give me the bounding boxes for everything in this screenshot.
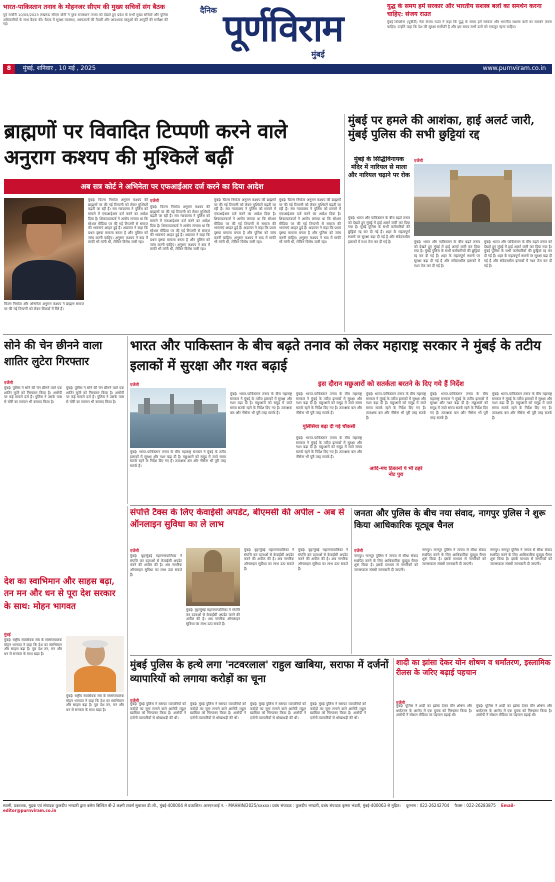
- main-story-body-col0: मुंबई। फिल्म निर्माता अनुराग कश्यप की ब्राह्मणों पर की गई टिप्पणी को लेकर मुश्किलें बढ़ती जा रही हैं। सत्र न्यायालय ने पुलिस को मामले में एफआईआर दर्ज करने का आदेश दिया है। शिकायतकर्ता ने आरोप लगाया था कि सोशल मीडिया पर की गई टिप्पणी से समाज की भावनाएं आहत हुई हैं। अदालत ने कहा कि प्रथम दृष्टया मामला बनता है और पुलिस को जांच करनी चाहिए। अनुराग कश्यप ने बाद में माफी भी मांगी थी, लेकिन विरोध जारी रहा।: [88, 198, 148, 245]
- natwarlal-body-col3: मुंबई। मुंबई पुलिस ने सराफा व्यापारियों को करोड़ों का चूना लगाने वाले आरोपी राहुल खाबिया को गिरफ्तार किया है। आरोपी ने दर्जनों व्यापारियों से धोखाधड़ी की थी।: [250, 702, 306, 721]
- main-story-byline: एजेंसी: [150, 198, 159, 203]
- gateway-photo: [414, 164, 552, 236]
- main-story-subhead: अब सत्र कोर्ट ने अभिनेता पर एफआईआर दर्ज करने का दिया आदेश: [4, 179, 340, 194]
- anurag-photo: [4, 198, 84, 300]
- coast-story-subhead: इस दौरान मछुआरों को सतर्कता बरतने के दिए गये हैं निर्देश: [318, 380, 464, 388]
- alert-body-col1: मुंबई। भारत और पाकिस्तान के बीच बढ़ते तनाव को देखते हुए मुंबई में हाई अलर्ट जारी कर दिया गया है। मुंबई पुलिस के सभी कर्मचारियों की छुट्टियां रद्द कर दी गई हैं। शहर के महत्वपूर्ण स्थानों पर सुरक्षा बढ़ा दी गई है और संवेदनशील इलाकों में गश्त तेज कर दी गई है।: [348, 216, 410, 244]
- nagpur-body-col2: नागपुर। नागपुर पुलिस ने जनता से सीधा संवाद स्थापित करने के लिए आधिकारिक यूट्यूब चैनल शुरू किया है। इसके माध्यम से नागरिकों को जागरूकता संबंधी जानकारी दी जाएगी।: [422, 548, 486, 567]
- footer-fax: फैक्स : 022-26283875: [454, 803, 496, 808]
- bhagwat-body-col1: मुंबई। राष्ट्रीय स्वयंसेवक संघ के सरसंघचालक मोहन भागवत ने कहा कि देश का स्वाभिमान और साहस बढ़ा है। पूरा देश तन, मन और धन से सरकार के साथ खड़ा है।: [4, 638, 62, 657]
- natwarlal-byline: एजेंसी: [130, 698, 139, 703]
- bmc-photo: [186, 548, 240, 606]
- tax-body-col2: मुंबई। बृहन्मुंबई महानगरपालिका ने संपत्ति कर दाताओं से केवाईसी अपडेट करने की अपील की है। अब नागरिक ऑनलाइन सुविधा का लाभ उठा सकते हैं।: [186, 608, 240, 627]
- main-story-body-col2: मुंबई। फिल्म निर्माता अनुराग कश्यप की ब्राह्मणों पर की गई टिप्पणी को लेकर मुश्किलें बढ़ती जा रही हैं। सत्र न्यायालय ने पुलिस को मामले में एफआईआर दर्ज करने का आदेश दिया है। शिकायतकर्ता ने आरोप लगाया था कि सोशल मीडिया पर की गई टिप्पणी से समाज की भावनाएं आहत हुई हैं। अदालत ने कहा कि प्रथम दृष्टया मामला बनता है और पुलिस को जांच करनी चाहिए। अनुराग कश्यप ने बाद में माफी भी मांगी थी, लेकिन विरोध जारी रहा।: [214, 198, 276, 245]
- bhagwat-byline: मुंबई: [4, 632, 11, 637]
- alert-body-col2: मुंबई। भारत और पाकिस्तान के बीच बढ़ते तनाव को देखते हुए मुंबई में हाई अलर्ट जारी कर दिया गया है। मुंबई पुलिस के सभी कर्मचारियों की छुट्टियां रद्द कर दी गई हैं। शहर के महत्वपूर्ण स्थानों पर सुरक्षा बढ़ा दी गई है और संवेदनशील इलाकों में गश्त तेज कर दी गई है।: [414, 240, 480, 268]
- coast-body-col3: मुंबई। भारत-पाकिस्तान तनाव के बीच महाराष्ट्र सरकार ने मुंबई के तटीय इलाकों में सुरक्षा और गश्त बढ़ा दी है। मछुआरों को समुद्र में जाते समय सतर्क रहने के निर्देश दिए गए हैं। तटरक्षक बल और नौसेना भी पूरी तरह सतर्क हैं।: [296, 392, 362, 415]
- shaadi-byline: एजेंसी: [396, 700, 405, 705]
- chain-body-col1: मुंबई। पुलिस ने सोने की चेन छीनने वाले एक शातिर लुटेरे को गिरफ्तार किया है। आरोपी पर कई मामले दर्ज हैं। पुलिस ने उसके पास से चोरी का सामान भी बरामद किया है।: [4, 386, 62, 405]
- footer-phone: दूरभाष : 022-26242704: [405, 803, 450, 808]
- masthead-left-box: [3, 3, 168, 55]
- alert-story-headline: मुंबई पर हमले की आशंका, हाई अलर्ट जारी, मुंबई पुलिस की सभी छुट्टियां रद्द: [348, 114, 535, 141]
- coast-callout-1: पुलिसिया बढ़ा दी गई चौकसी: [302, 424, 356, 430]
- coast-callout-2: आदि-मच ठिकानों पे भी ठहरे नोट पुरा: [369, 466, 423, 478]
- date-bar: [3, 64, 552, 74]
- coast-body-col2: मुंबई। भारत-पाकिस्तान तनाव के बीच महाराष्ट्र सरकार ने मुंबई के तटीय इलाकों में सुरक्षा और गश्त बढ़ा दी है। मछुआरों को समुद्र में जाते समय सतर्क रहने के निर्देश दिए गए हैं। तटरक्षक बल और नौसेना भी पूरी तरह सतर्क हैं।: [230, 392, 292, 415]
- issue-date: मुंबई, शनिवार , 10 मई , 2025: [22, 65, 96, 72]
- page-number: 8: [3, 64, 15, 74]
- natwarlal-body-col2: मुंबई। मुंबई पुलिस ने सराफा व्यापारियों को करोड़ों का चूना लगाने वाले आरोपी राहुल खाबिया को गिरफ्तार किया है। आरोपी ने दर्जनों व्यापारियों से धोखाधड़ी की थी।: [190, 702, 246, 721]
- tax-body-col3: मुंबई। बृहन्मुंबई महानगरपालिका ने संपत्ति कर दाताओं से केवाईसी अपडेट करने की अपील की है। अब नागरिक ऑनलाइन सुविधा का लाभ उठा सकते हैं।: [244, 548, 294, 571]
- chain-byline: एजेंसी: [4, 380, 13, 385]
- website-link[interactable]: www.purnviram.co.in: [482, 65, 546, 72]
- masthead-right-headline: युद्ध के समय हमें सरकार और भारतीय सशस्त्र बलों का समर्थन करना चाहिए: संजय राउत: [387, 3, 542, 18]
- bhagwat-photo: [66, 636, 124, 692]
- masthead-left-body: पूर्व राजौरी 10/05/2025 लखनऊ सीएम योगी ने पूरब राजस्थान तनाव को देखते हुए प्रदेश के सभी मुख्य सचिवों और पुलिस अधिकारियों के साथ बैठक की। बैठक में सुरक्षा व्यवस्था, अस्पतालों की तैयारी और आवश्यक वस्तुओं की आपूर्ति की समीक्षा की गई।: [3, 13, 168, 27]
- bhagwat-story-headline: देश का स्वाभिमान और साहस बढ़ा, तन मन और धन से पूरा देश सरकार के साथ: मोहन भागवत: [4, 577, 116, 612]
- alert-side-box: [348, 156, 410, 214]
- masthead-logo: [168, 0, 384, 60]
- natwarlal-story-headline: मुंबई पुलिस के हत्थे लगा 'नटवरलाल' राहुल खाबिया, सराफा में दर्जनों व्यापारियों को लगाया करोड़ों का चूना: [130, 659, 389, 685]
- footer-email[interactable]: Email-editor@purnviram.co.in: [3, 803, 516, 813]
- nagpur-body-col3: नागपुर। नागपुर पुलिस ने जनता से सीधा संवाद स्थापित करने के लिए आधिकारिक यूट्यूब चैनल शुरू किया है। इसके माध्यम से नागरिकों को जागरूकता संबंधी जानकारी दी जाएगी।: [490, 548, 552, 567]
- coast-byline: एजेंसी: [130, 382, 139, 387]
- alert-side-headline: मुंबई के सिद्धिविनायक मंदिर में नारियल से माला और नारियल चढ़ाने पर रोक: [348, 156, 410, 179]
- shaadi-story-headline: शादी का झांसा देकर योन शोषण व धर्मांतरण, इस्लामिक रीलस के जरिए बढ़ाई पहचान: [396, 658, 551, 678]
- chain-body-col2: मुंबई। पुलिस ने सोने की चेन छीनने वाले एक शातिर लुटेरे को गिरफ्तार किया है। आरोपी पर कई मामले दर्ज हैं। पुलिस ने उसके पास से चोरी का सामान भी बरामद किया है।: [66, 386, 124, 405]
- chain-story-headline: सोने की चेन छीनने वाला शातिर लुटेरा गिरफ्तार: [4, 339, 103, 368]
- masthead-right-body: मुंबई शिवसेना (यूबीटी) नेता संजय राउत ने कहा कि युद्ध के समय हमें सरकार और भारतीय सशस्त्र बलों का समर्थन करना चाहिए। उन्होंने कहा कि देश की सुरक्षा सर्वोपरि है और इस समय सभी दलों को एकजुट रहना चाहिए।: [387, 20, 552, 29]
- nagpur-byline: एजेंसी: [354, 548, 363, 553]
- natwarlal-body-col4: मुंबई। मुंबई पुलिस ने सराफा व्यापारियों को करोड़ों का चूना लगाने वाले आरोपी राहुल खाबिया को गिरफ्तार किया है। आरोपी ने दर्जनों व्यापारियों से धोखाधड़ी की थी।: [310, 702, 366, 721]
- anurag-photo-caption: फिल्म निर्माता और अभिनेता अनुराग कश्यप ने ब्राह्मण समाज पर की गई टिप्पणी को लेकर विवादों में घिरे हैं।: [4, 302, 84, 311]
- coast-body-col1: मुंबई। भारत-पाकिस्तान तनाव के बीच महाराष्ट्र सरकार ने मुंबई के तटीय इलाकों में सुरक्षा और गश्त बढ़ा दी है। मछुआरों को समुद्र में जाते समय सतर्क रहने के निर्देश दिए गए हैं। तटरक्षक बल और नौसेना भी पूरी तरह सतर्क हैं।: [130, 450, 226, 469]
- bhagwat-body-col2: मुंबई। राष्ट्रीय स्वयंसेवक संघ के सरसंघचालक मोहन भागवत ने कहा कि देश का स्वाभिमान और साहस बढ़ा है। पूरा देश तन, मन और धन से सरकार के साथ खड़ा है।: [66, 694, 124, 713]
- footer-imprint: स्वामी, प्रकाशक, मुद्रक एवं संपादक कुलदीप भण्डारी द्वारा बसेरा बिल्डिंग बी-2 लक्ष्मी टावर्स सुधाकर डी.जी., मुंबई-400004 से प्रकाशित। आरएनआई नं. - MAHHIN/2025/xxxxx। प्रबंध संपादक : कुलदीप भण्डारी, प्रबंध संपादक कृष्णा भंडारी, मुंबई-400063 से मुद्रित।: [3, 803, 401, 808]
- tax-story-headline: संपत्ति टैक्स के लिए केवाईसी अपडेट, बीएमसी की अपील - अब से ऑनलाइन सुविधा का ले लाभ: [130, 508, 345, 530]
- tax-body-col4: मुंबई। बृहन्मुंबई महानगरपालिका ने संपत्ति कर दाताओं से केवाईसी अपडेट करने की अपील की है। अब नागरिक ऑनलाइन सुविधा का लाभ उठा सकते हैं।: [298, 548, 348, 571]
- main-story-headline: ब्राह्मणों पर विवादित टिप्पणी करने वाले अनुराग कश्यप की मुश्किलें बढ़ीं: [4, 119, 288, 169]
- nagpur-body-col1: नागपुर। नागपुर पुलिस ने जनता से सीधा संवाद स्थापित करने के लिए आधिकारिक यूट्यूब चैनल शुरू किया है। इसके माध्यम से नागरिकों को जागरूकता संबंधी जानकारी दी जाएगी।: [354, 554, 418, 573]
- coast-body-col4: मुंबई। भारत-पाकिस्तान तनाव के बीच महाराष्ट्र सरकार ने मुंबई के तटीय इलाकों में सुरक्षा और गश्त बढ़ा दी है। मछुआरों को समुद्र में जाते समय सतर्क रहने के निर्देश दिए गए हैं। तटरक्षक बल और नौसेना भी पूरी तरह सतर्क हैं।: [366, 392, 426, 420]
- logo-big-text: पूर्णविराम: [223, 6, 343, 50]
- natwarlal-body-col1: मुंबई। मुंबई पुलिस ने सराफा व्यापारियों को करोड़ों का चूना लगाने वाले आरोपी राहुल खाबिया को गिरफ्तार किया है। आरोपी ने दर्जनों व्यापारियों से धोखाधड़ी की थी।: [130, 702, 186, 721]
- main-story-body-col1: मुंबई। फिल्म निर्माता अनुराग कश्यप की ब्राह्मणों पर की गई टिप्पणी को लेकर मुश्किलें बढ़ती जा रही हैं। सत्र न्यायालय ने पुलिस को मामले में एफआईआर दर्ज करने का आदेश दिया है। शिकायतकर्ता ने आरोप लगाया था कि सोशल मीडिया पर की गई टिप्पणी से समाज की भावनाएं आहत हुई हैं। अदालत ने कहा कि प्रथम दृष्टया मामला बनता है और पुलिस को जांच करनी चाहिए। अनुराग कश्यप ने बाद में माफी भी मांगी थी, लेकिन विरोध जारी रहा।: [150, 205, 210, 252]
- alert-body-col3: मुंबई। भारत और पाकिस्तान के बीच बढ़ते तनाव को देखते हुए मुंबई में हाई अलर्ट जारी कर दिया गया है। मुंबई पुलिस के सभी कर्मचारियों की छुट्टियां रद्द कर दी गई हैं। शहर के महत्वपूर्ण स्थानों पर सुरक्षा बढ़ा दी गई है और संवेदनशील इलाकों में गश्त तेज कर दी गई है।: [484, 240, 552, 268]
- footer-imprint-box: [3, 803, 552, 823]
- nagpur-story-headline: जनता और पुलिस के बीच नया संवाद, नागपुर पुलिस ने शुरू किया आधिकारिक यूट्यूब चैनल: [354, 509, 546, 531]
- tax-body-col1: मुंबई। बृहन्मुंबई महानगरपालिका ने संपत्ति कर दाताओं से केवाईसी अपडेट करने की अपील की है। अब नागरिक ऑनलाइन सुविधा का लाभ उठा सकते हैं।: [130, 554, 182, 577]
- coast-body-col5: मुंबई। भारत-पाकिस्तान तनाव के बीच महाराष्ट्र सरकार ने मुंबई के तटीय इलाकों में सुरक्षा और गश्त बढ़ा दी है। मछुआरों को समुद्र में जाते समय सतर्क रहने के निर्देश दिए गए हैं। तटरक्षक बल और नौसेना भी पूरी तरह सतर्क हैं।: [430, 392, 488, 420]
- coast-body-col6: मुंबई। भारत-पाकिस्तान तनाव के बीच महाराष्ट्र सरकार ने मुंबई के तटीय इलाकों में सुरक्षा और गश्त बढ़ा दी है। मछुआरों को समुद्र में जाते समय सतर्क रहने के निर्देश दिए गए हैं। तटरक्षक बल और नौसेना भी पूरी तरह सतर्क हैं।: [492, 392, 552, 420]
- shaadi-body-col2: मुंबई। पुलिस ने शादी का झांसा देकर यौन शोषण और धर्मांतरण के आरोप में एक युवक को गिरफ्तार किया है। आरोपी ने सोशल मीडिया पर पहचान बढ़ाई थी।: [476, 704, 552, 718]
- alert-byline: एजेंसी: [414, 158, 423, 163]
- logo-city: मुंबई: [311, 50, 325, 59]
- coast-photo: [130, 388, 226, 448]
- coast-body-col3b: मुंबई। भारत-पाकिस्तान तनाव के बीच महाराष्ट्र सरकार ने मुंबई के तटीय इलाकों में सुरक्षा और गश्त बढ़ा दी है। मछुआरों को समुद्र में जाते समय सतर्क रहने के निर्देश दिए गए हैं। तटरक्षक बल और नौसेना भी पूरी तरह सतर्क हैं।: [296, 436, 362, 459]
- shaadi-body-col1: मुंबई। पुलिस ने शादी का झांसा देकर यौन शोषण और धर्मांतरण के आरोप में एक युवक को गिरफ्तार किया है। आरोपी ने सोशल मीडिया पर पहचान बढ़ाई थी।: [396, 704, 472, 718]
- tax-byline: एजेंसी: [130, 548, 139, 553]
- main-story-body-col3: मुंबई। फिल्म निर्माता अनुराग कश्यप की ब्राह्मणों पर की गई टिप्पणी को लेकर मुश्किलें बढ़ती जा रही हैं। सत्र न्यायालय ने पुलिस को मामले में एफआईआर दर्ज करने का आदेश दिया है। शिकायतकर्ता ने आरोप लगाया था कि सोशल मीडिया पर की गई टिप्पणी से समाज की भावनाएं आहत हुई हैं। अदालत ने कहा कि प्रथम दृष्टया मामला बनता है और पुलिस को जांच करनी चाहिए। अनुराग कश्यप ने बाद में माफी भी मांगी थी, लेकिन विरोध जारी रहा।: [279, 198, 341, 245]
- masthead-right-box: [387, 3, 552, 55]
- logo-small-text: दैनिक: [200, 6, 217, 15]
- coast-story-headline: भारत और पाकिस्तान के बीच बढ़ते तनाव को लेकर महाराष्ट्र सरकार ने मुंबई के तटीय इलाकों में सुरक्षा और गश्त बढ़ाई: [130, 338, 541, 374]
- masthead-left-headline: भारत-पाकिस्तान तनाव के मोहनजर सीएम की मुख्य सचिवों संग बैठक: [3, 3, 165, 11]
